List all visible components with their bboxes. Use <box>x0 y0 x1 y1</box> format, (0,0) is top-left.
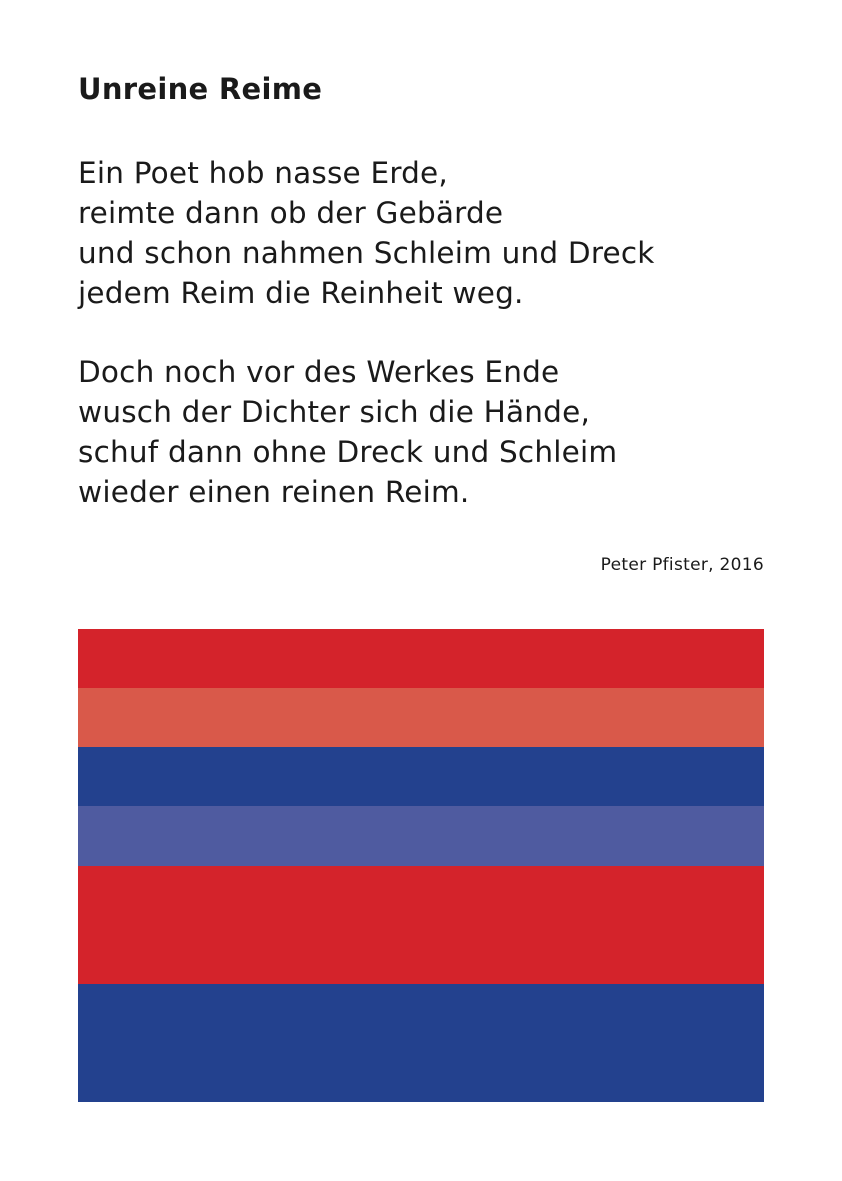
color-stripe <box>78 747 764 806</box>
stanza-line: Doch noch vor des Werkes Ende <box>78 355 560 389</box>
color-stripe <box>78 688 764 747</box>
color-stripe <box>78 984 764 1102</box>
stanza-line: jedem Reim die Reinheit weg. <box>78 276 524 310</box>
poem-title: Unreine Reime <box>78 72 323 106</box>
stanza-2 <box>78 352 617 512</box>
color-stripe <box>78 629 764 688</box>
stanza-line: Ein Poet hob nasse Erde, <box>78 156 448 190</box>
stanza-line: wusch der Dichter sich die Hände, <box>78 395 591 429</box>
stanza-line: und schon nahmen Schleim und Dreck <box>78 236 655 270</box>
color-stripe <box>78 866 764 984</box>
color-stripes-graphic <box>78 629 764 1102</box>
stanza-line: wieder einen reinen Reim. <box>78 475 470 509</box>
stanza-line: schuf dann ohne Dreck und Schleim <box>78 435 618 469</box>
color-stripe <box>78 806 764 865</box>
stanza-line: reimte dann ob der Gebärde <box>78 196 504 230</box>
author-credit: Peter Pfister, 2016 <box>600 555 764 575</box>
stanza-1 <box>78 153 655 313</box>
